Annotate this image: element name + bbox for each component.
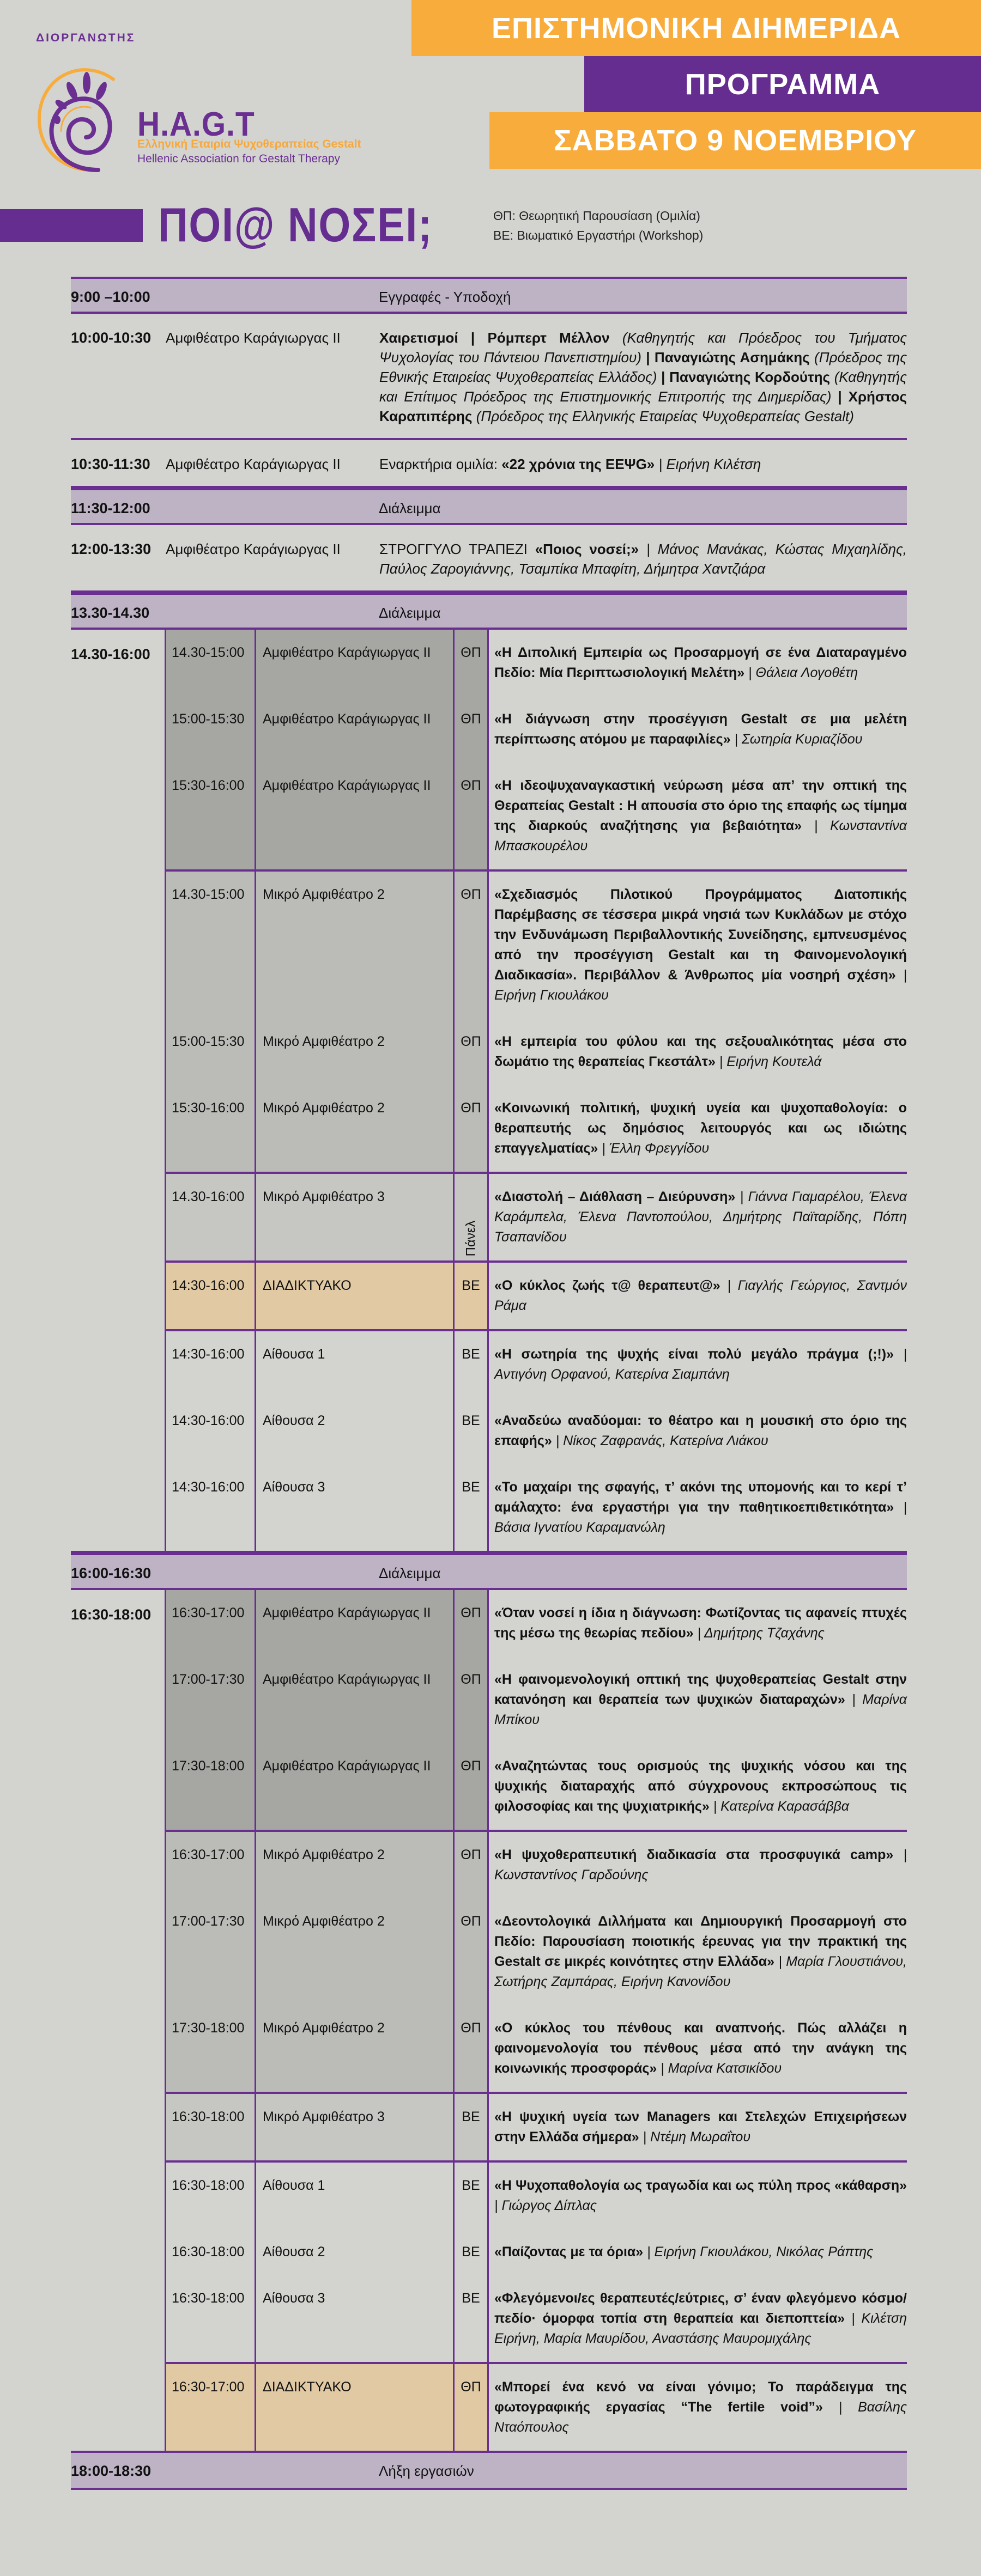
session-title: «Η Ψυχοπαθολογία ως τραγωδία και ως πύλη προς «κάθαρση» (494, 2178, 907, 2193)
logo-title: H.A.G.T (137, 106, 255, 143)
session-speakers: | Ντέμη Μωραΐτου (639, 2129, 751, 2145)
schedule-row-roundtable (71, 525, 907, 593)
session-title: «Ο κύκλος του πένθους και αναπνοής. Πώς αλλάζει η φαινομενολογία του πένθους μέσα από την ανάγκη της κοινωνικής προσφοράς» (494, 2020, 907, 2076)
session-type (455, 1331, 489, 1398)
session-speakers: | Νίκος Ζαφρανάς, Κατερίνα Λιάκου (552, 1433, 768, 1448)
session-group (166, 1590, 907, 1832)
speaker: | Μάνος Μανάκας, Κώστας Μιχαηλίδης, Παύλος Ζαρογιάννης, Τσαμπίκα Μπαφίτη, Δήμητρα Χαντζιάρα (379, 541, 907, 577)
row-time: 11:30-12:00 (71, 500, 150, 516)
session-room: Μικρό Αμφιθέατρο 2 (256, 872, 455, 1019)
session-groups (165, 1590, 907, 2451)
session-room: ΔΙΑΔΙΚΤΥΑΚΟ (256, 2364, 455, 2451)
session-room: Μικρό Αμφιθέατρο 2 (256, 1019, 455, 1085)
session-content (489, 696, 907, 763)
session-time: 14:30-16:00 (166, 1331, 256, 1398)
session-group (166, 2364, 907, 2451)
session-type-label: ΒΕ (462, 2178, 480, 2193)
session-content (489, 1019, 907, 1085)
session-time: 14.30-15:00 (166, 630, 256, 696)
row-room: Αμφιθέατρο Καράγιωργας ΙΙ (166, 456, 341, 472)
session-title: «Παίζοντας με τα όρια» (494, 2244, 644, 2260)
session-row (166, 2163, 907, 2229)
session-content (489, 1085, 907, 1172)
session-row (166, 1331, 907, 1398)
session-type (455, 2275, 489, 2362)
session-room: Μικρό Αμφιθέατρο 3 (256, 2094, 455, 2160)
session-row (166, 763, 907, 869)
session-group (166, 630, 907, 872)
session-room: Αμφιθέατρο Καράγιωργας ΙΙ (256, 630, 455, 696)
session-type (455, 872, 489, 1019)
welcome-part: (Πρόεδρος της Ελληνικής Εταιρείας Ψυχοθεραπείας Gestalt) (472, 408, 854, 424)
session-time: 16:30-17:00 (166, 1590, 256, 1657)
session-content (489, 2094, 907, 2160)
session-content (489, 2163, 907, 2229)
session-room: Αμφιθέατρο Καράγιωργας ΙΙ (256, 696, 455, 763)
session-room: Αίθουσα 1 (256, 2163, 455, 2229)
session-type (455, 1398, 489, 1464)
session-room: Αίθουσα 2 (256, 2229, 455, 2275)
session-group (166, 872, 907, 1174)
session-type (455, 1657, 489, 1743)
event-title: ΕΠΙΣΤΗΜΟΝΙΚΗ ΔΙΗΜΕΡΙΔΑ (491, 11, 901, 45)
session-title: «Η Διπολική Εμπειρία ως Προσαρμογή σε ένα Διαταραγμένο Πεδίο: Μία Περιπτωσιολογική Μελέτη» (494, 645, 907, 680)
session-type-label: ΘΠ (461, 778, 481, 793)
session-group (166, 1174, 907, 1263)
session-speakers: | Μαρία Γλουστιάνου, Σωτήρης Ζαμπάρας, Ειρήνη Κανονίδου (494, 1954, 907, 1989)
schedule-row-opening (71, 440, 907, 488)
session-title: «Αναζητώντας τους ορισμούς της ψυχικής νόσου και της ψυχικής διαταραχής από σύγχρονους εκπροσώπους τις φιλοσοφίας και της ψυχιατρικής» (494, 1758, 907, 1814)
session-speakers: | Δημήτρης Τζαχάνης (693, 1625, 825, 1641)
session-row (166, 2275, 907, 2362)
session-room: Αμφιθέατρο Καράγιωργας ΙΙ (256, 1743, 455, 1830)
session-type (455, 1019, 489, 1085)
session-group (166, 2094, 907, 2163)
logo-english-name: Hellenic Association for Gestalt Therapy (137, 153, 340, 165)
session-type-label: ΘΠ (461, 1034, 481, 1049)
row-content (379, 440, 907, 486)
session-type (455, 2005, 489, 2092)
block-time: 16:30-18:00 (71, 1606, 152, 1623)
session-type (455, 1085, 489, 1172)
session-content (489, 1464, 907, 1551)
session-title: «Η φαινομενολογική οπτική της ψυχοθεραπείας Gestalt στην κατανόηση και θεραπεία των ψυχικών διαταραχών» (494, 1672, 907, 1707)
session-time: 16:30-18:00 (166, 2094, 256, 2160)
session-type (455, 696, 489, 763)
row-time: 18:00-18:30 (71, 2463, 152, 2479)
session-type-label: Πάνελ (463, 1220, 479, 1257)
session-content (489, 1657, 907, 1743)
session-time: 14.30-15:00 (166, 872, 256, 1019)
session-content (489, 2229, 907, 2275)
session-type-label: ΒΕ (462, 2109, 480, 2124)
session-content (489, 1331, 907, 1398)
session-room: ΔΙΑΔΙΚΤΥΑΚΟ (256, 1263, 455, 1329)
session-content (489, 1398, 907, 1464)
session-type-label: ΘΠ (461, 1100, 481, 1116)
block-time: 14.30-16:00 (71, 646, 150, 662)
session-row (166, 1657, 907, 1743)
session-time: 14:30-16:00 (166, 1464, 256, 1551)
session-row (166, 2005, 907, 2092)
session-speakers: | Ειρήνη Κουτελά (715, 1054, 822, 1069)
session-content (489, 763, 907, 869)
session-row (166, 696, 907, 763)
session-title: «Δεοντολογικά Διλλήματα και Δημιουργική Προσαρμογή στο Πεδίο: Παρουσίαση ποιοτικής έρευνας για την πρακτική της Gestalt σε μικρές κοινότητες στην Ελλάδα» (494, 1914, 907, 1969)
row-content (379, 525, 907, 590)
session-title: «Η ιδεοψυχαναγκαστική νεύρωση μέσα απ’ την οπτική της Θεραπείας Gestalt : Η απουσία στο όριο της επαφής ως τίμημα της διαρκούς αναζήτησης για βεβαιότητα» (494, 778, 907, 833)
session-speakers: | Ειρήνη Γκιουλάκου, Νικόλας Ράπτης (643, 2244, 874, 2260)
session-type (455, 1263, 489, 1329)
session-type-label: ΘΠ (461, 1847, 481, 1862)
welcome-part: (Καθηγητής και Πρόεδρος του Τμήματος Ψυχολογίας του Πάντειου Πανεπιστημίου) (379, 330, 907, 366)
session-room: Αμφιθέατρο Καράγιωργας ΙΙ (256, 1657, 455, 1743)
row-time: 10:00-10:30 (71, 330, 152, 346)
session-type-label: ΒΕ (462, 1347, 480, 1362)
welcome-part: | Παναγιώτης Ασημάκης (641, 349, 810, 366)
session-speakers: | Κιλέτση Ειρήνη, Μαρία Μαυρίδου, Αναστάσης Μαυρομιχάλης (494, 2311, 907, 2346)
session-row (166, 1464, 907, 1551)
session-time: 15:30-16:00 (166, 1085, 256, 1172)
session-type-label: ΘΠ (461, 1605, 481, 1621)
session-speakers: | Κωνσταντίνος Γαρδούνης (494, 1847, 907, 1883)
session-room: Μικρό Αμφιθέατρο 2 (256, 1085, 455, 1172)
welcome-part: Χαιρετισμοί | Ρόμπερτ Μέλλον (379, 330, 610, 346)
session-time: 15:30-16:00 (166, 763, 256, 869)
welcome-part: (Πρόεδρος της Εθνικής Εταιρείας Ψυχοθεραπείας Ελλάδος) (379, 349, 907, 385)
session-room: Αίθουσα 2 (256, 1398, 455, 1464)
session-title: «Η εμπειρία του φύλου και της σεξουαλικότητας μέσα στο δωμάτιο της θεραπείας Γκεστάλτ» (494, 1034, 907, 1069)
session-speakers: | Μαρίνα Κατσικίδου (657, 2061, 782, 2076)
schedule-table (71, 277, 907, 2490)
row-label: Διάλειμμα (379, 500, 441, 516)
row-label: Λήξη εργασιών (379, 2463, 474, 2479)
hagt-spiral-logo-icon (33, 61, 136, 178)
session-type (455, 2364, 489, 2451)
session-group (166, 1331, 907, 1551)
legend-item-theoretical: ΘΠ: Θεωρητική Παρουσίαση (Ομιλία) (493, 209, 700, 223)
session-row (166, 630, 907, 696)
theme-accent-bar (0, 209, 143, 242)
session-content (489, 872, 907, 1019)
row-label: Διάλειμμα (379, 605, 441, 621)
session-time: 16:30-17:00 (166, 2364, 256, 2451)
session-title: «Κοινωνική πολιτική, ψυχική υγεία και ψυχοπαθολογία: ο θεραπευτής ως δημόσιος λειτουργός και ως ιδιώτης επαγγελματίας» (494, 1100, 907, 1156)
session-content (489, 2364, 907, 2451)
welcome-part: | Χρήστος Καραπιπέρης (379, 388, 907, 424)
session-title: «Η διάγνωση στην προσέγγιση Gestalt σε μια μελέτη περίπτωσης ατόμου με παραφιλίες» (494, 711, 907, 747)
event-date: ΣΑΒΒΑΤΟ 9 ΝΟΕΜΒΡΙΟΥ (554, 124, 917, 157)
parallel-block-afternoon-1 (71, 630, 907, 1553)
session-time: 15:00-15:30 (166, 696, 256, 763)
session-type-label: ΘΠ (461, 711, 481, 727)
session-room: Μικρό Αμφιθέατρο 2 (256, 1832, 455, 1898)
session-group (166, 1263, 907, 1331)
session-time: 16:30-18:00 (166, 2275, 256, 2362)
session-room: Αμφιθέατρο Καράγιωργας ΙΙ (256, 763, 455, 869)
session-room: Μικρό Αμφιθέατρο 2 (256, 2005, 455, 2092)
logo-greek-name: Ελληνική Εταιρία Ψυχοθεραπείας Gestalt (137, 138, 361, 150)
session-type (455, 2229, 489, 2275)
speaker: | Ειρήνη Κιλέτση (655, 456, 761, 472)
session-content (489, 1174, 907, 1260)
session-speakers: | Κωνσταντίνα Μπασκουρέλου (494, 818, 907, 854)
session-type-label: ΒΕ (462, 2291, 480, 2306)
session-title: «Η ψυχοθεραπευτική διαδικασία στα προσφυγικά camp» (494, 1847, 894, 1862)
session-type-label: ΒΕ (462, 1413, 480, 1428)
session-type-label: ΘΠ (461, 2379, 481, 2395)
session-title: «Το μαχαίρι της σφαγής, τ’ ακόνι της υπομονής και το κερί τ’ αμάλαχτο: ένα εργαστήρι για την παθητικοεπιθετικότητα» (494, 1479, 907, 1515)
row-time: 12:00-13:30 (71, 541, 152, 557)
session-row (166, 1085, 907, 1172)
session-content (489, 2275, 907, 2362)
session-row (166, 1263, 907, 1329)
date-banner (489, 112, 981, 169)
session-content (489, 1898, 907, 2005)
talk-title: «22 χρόνια της ΕΕΨG» (501, 456, 655, 472)
session-speakers: | Αντιγόνη Ορφανού, Κατερίνα Σιαμπάνη (494, 1347, 907, 1382)
session-time: 15:00-15:30 (166, 1019, 256, 1085)
session-room: Μικρό Αμφιθέατρο 3 (256, 1174, 455, 1260)
session-title: «Φλεγόμενοι/ες θεραπευτές/εύτριες, σ’ έναν φλεγόμενο κόσμο/πεδίο· όμορφα τοπία στη θεραπεία και διεποπτεία» (494, 2291, 907, 2326)
event-title-banner (411, 0, 981, 56)
session-type (455, 1464, 489, 1551)
session-title: «Όταν νοσεί η ίδια η διάγνωση: Φωτίζοντας τις αφανείς πτυχές της μέσω της θεωρίας πεδίου» (494, 1605, 907, 1641)
session-type-label: ΘΠ (461, 2020, 481, 2036)
session-time: 14.30-16:00 (166, 1174, 256, 1260)
session-row (166, 1019, 907, 1085)
session-speakers: | Βασίλης Νταόπουλος (494, 2400, 907, 2435)
session-room: Αίθουσα 3 (256, 2275, 455, 2362)
session-type-label: ΘΠ (461, 887, 481, 902)
row-label: Εγγραφές - Υποδοχή (379, 289, 511, 305)
row-time: 16:00-16:30 (71, 1565, 152, 1581)
row-room: Αμφιθέατρο Καράγιωργας ΙΙ (166, 330, 341, 346)
session-time: 17:00-17:30 (166, 1657, 256, 1743)
session-content (489, 630, 907, 696)
session-type-label: ΘΠ (461, 645, 481, 660)
session-speakers: | Σωτηρία Κυριαζίδου (730, 732, 863, 747)
session-speakers: | Ειρήνη Γκιουλάκου (494, 967, 907, 1003)
session-type (455, 1743, 489, 1830)
session-group (166, 1832, 907, 2094)
session-row (166, 1398, 907, 1464)
session-time: 16:30-17:00 (166, 1832, 256, 1898)
session-type-label: ΒΕ (462, 1278, 480, 1293)
session-type-label: ΘΠ (461, 1672, 481, 1687)
session-type-label: ΒΕ (462, 1479, 480, 1495)
schedule-row-break (71, 1553, 907, 1590)
session-type (455, 763, 489, 869)
program-banner (584, 56, 981, 112)
session-title: «Αναδεύω αναδύομαι: το θέατρο και η μουσική στο όριο της επαφής» (494, 1413, 907, 1448)
row-content (379, 314, 907, 438)
session-room: Μικρό Αμφιθέατρο 2 (256, 1898, 455, 2005)
session-title: «Η σωτηρία της ψυχής είναι πολύ μεγάλο πράγμα (;!)» (494, 1347, 894, 1362)
program-label: ΠΡΟΓΡΑΜΜΑ (685, 68, 881, 101)
row-room: Αμφιθέατρο Καράγιωργας ΙΙ (166, 541, 341, 557)
session-time: 14:30-16:00 (166, 1398, 256, 1464)
session-row (166, 2094, 907, 2160)
session-time: 16:30-18:00 (166, 2229, 256, 2275)
prefix: Εναρκτήρια ομιλία: (379, 456, 502, 472)
row-time: 13.30-14.30 (71, 605, 150, 621)
welcome-part: | Παναγιώτης Κορδούτης (657, 369, 830, 385)
session-row (166, 1743, 907, 1830)
session-time: 17:30-18:00 (166, 2005, 256, 2092)
session-room: Αίθουσα 1 (256, 1331, 455, 1398)
schedule-row-end (71, 2453, 907, 2490)
session-speakers: | Βάσια Ιγνατίου Καραμανώλη (494, 1500, 907, 1535)
session-speakers: | Γιώργος Δίπλας (494, 2198, 597, 2213)
schedule-row-registration (71, 277, 907, 314)
session-row (166, 1174, 907, 1260)
session-title: «Μπορεί ένα κενό να είναι γόνιμο; Το παράδειγμα της φωτογραφικής εργασίας “The fertile void”» (494, 2379, 907, 2415)
type-legend (493, 206, 703, 245)
session-row (166, 2229, 907, 2275)
parallel-block-afternoon-2 (71, 1590, 907, 2453)
session-speakers: | Έλλη Φρεγγίδου (598, 1141, 710, 1156)
session-time: 17:00-17:30 (166, 1898, 256, 2005)
session-type (455, 1174, 489, 1260)
session-row (166, 872, 907, 1019)
session-row (166, 1898, 907, 2005)
session-title: «Διαστολή – Διάθλαση – Διεύρυνση» (494, 1189, 736, 1204)
session-room: Αμφιθέατρο Καράγιωργας ΙΙ (256, 1590, 455, 1657)
session-type (455, 1832, 489, 1898)
organizer-label: ΔΙΟΡΓΑΝΩΤΗΣ (36, 32, 136, 44)
row-time: 10:30-11:30 (71, 456, 150, 472)
session-type (455, 1898, 489, 2005)
session-content (489, 1743, 907, 1830)
session-content (489, 1590, 907, 1657)
session-row (166, 1832, 907, 1898)
session-type (455, 630, 489, 696)
session-title: «Η ψυχική υγεία των Managers και Στελεχών Επιχειρήσεων στην Ελλάδα σήμερα» (494, 2109, 907, 2145)
prefix: ΣΤΡΟΓΓΥΛΟ ΤΡΑΠΕΖΙ (379, 541, 535, 557)
session-speakers: | Γιαγλής Γεώργιος, Σαντμόν Ράμα (494, 1278, 907, 1313)
session-group (166, 2163, 907, 2364)
session-type (455, 2163, 489, 2229)
legend-item-workshop: ΒΕ: Βιωματικό Εργαστήρι (Workshop) (493, 228, 704, 242)
session-content (489, 1263, 907, 1329)
theme-title: ΠΟΙ@ ΝΟΣΕΙ; (158, 198, 433, 252)
session-time: 16:30-18:00 (166, 2163, 256, 2229)
session-type (455, 1590, 489, 1657)
session-type-label: ΒΕ (462, 2244, 480, 2260)
session-groups (165, 630, 907, 1551)
session-type-label: ΘΠ (461, 1758, 481, 1774)
schedule-row-welcome (71, 314, 907, 440)
session-content (489, 1832, 907, 1898)
welcome-part: (Καθηγητής και Επίτιμος Πρόεδρος της Επιστημονικής Επιτροπής της Διημερίδας) (379, 369, 907, 405)
row-time: 9:00 –10:00 (71, 289, 150, 305)
session-speakers: | Γιάννα Γιαμαρέλου, Έλενα Καράμπελα, Έλενα Παντοπούλου, Δημήτρης Παϊταρίδης, Πόπη Τσαπανίδου (494, 1189, 907, 1245)
schedule-row-break (71, 593, 907, 630)
session-content (489, 2005, 907, 2092)
session-speakers: | Μαρίνα Μπίκου (494, 1692, 907, 1727)
session-title: «Σχεδιασμός Πιλοτικού Προγράμματος Διατοπικής Παρέμβασης σε τέσσερα μικρά νησιά των Κυκλάδων με στόχο την Ενδυνάμωση Περιβαλλοντικής Συνείδησης, εμπνευσμένος από την προσέγγιση Gestalt και τη Φαινομενολογική Διαδικασία». Περιβάλλον & Άνθρωπος μία νοσηρή σχέση» (494, 887, 907, 983)
session-title: «Ο κύκλος ζωής τ@ θεραπευτ@» (494, 1278, 720, 1293)
session-time: 14:30-16:00 (166, 1263, 256, 1329)
session-type-label: ΘΠ (461, 1914, 481, 1929)
session-time: 17:30-18:00 (166, 1743, 256, 1830)
session-room: Αίθουσα 3 (256, 1464, 455, 1551)
session-type (455, 2094, 489, 2160)
session-speakers: | Κατερίνα Καρασάββα (709, 1799, 850, 1814)
row-label: Διάλειμμα (379, 1565, 441, 1581)
session-row (166, 2364, 907, 2451)
schedule-row-break (71, 488, 907, 525)
talk-title: «Ποιος νοσεί;» (535, 541, 639, 557)
session-speakers: | Θάλεια Λογοθέτη (744, 665, 858, 680)
session-row (166, 1590, 907, 1657)
